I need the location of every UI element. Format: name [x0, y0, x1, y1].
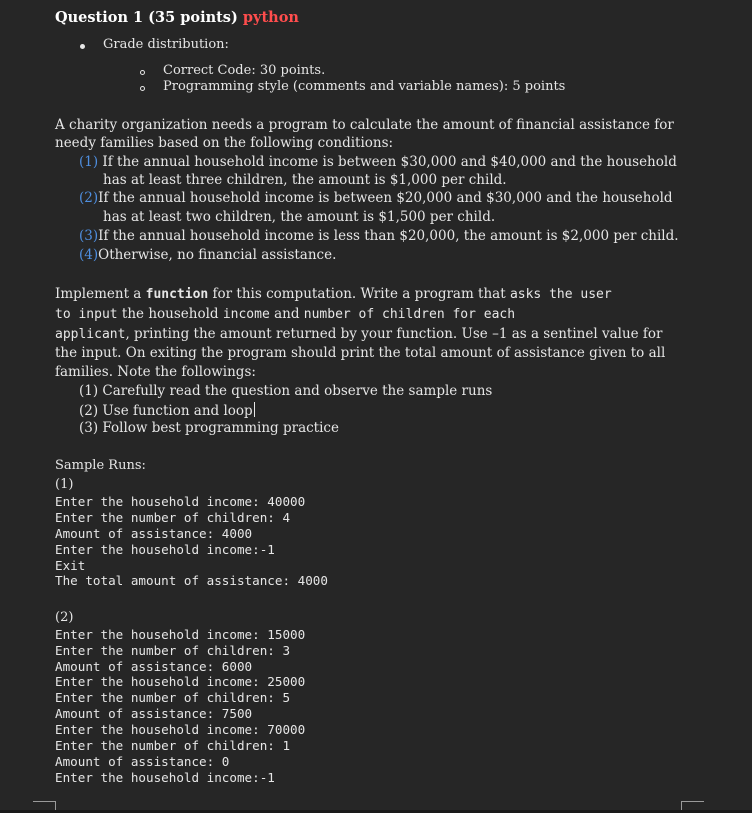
- question-title-label: Question 1 (35 points): [55, 9, 238, 26]
- condition-text: has at least two children, the amount is $1,500 per child.: [103, 209, 496, 225]
- code-line: Enter the household income: 70000: [55, 722, 306, 737]
- implement-text: , printing the amount returned by your function. Use –1 as a sentinel value for: [125, 326, 663, 342]
- keyword-function: function: [145, 287, 209, 302]
- implement-line: [55, 305, 515, 325]
- condition-text: If the annual household income is between $30,000 and $40,000 and the household: [102, 154, 677, 170]
- grade-item: Programming style (comments and variable names): 5 points: [163, 79, 566, 94]
- code-line: Enter the number of children: 5: [55, 690, 291, 705]
- condition-text: has at least three children, the amount is $1,000 per child.: [103, 172, 507, 188]
- implement-text: Implement a: [55, 286, 146, 302]
- note-item: (1) Carefully read the question and observe the sample runs: [79, 383, 493, 399]
- implement-line: [55, 285, 612, 305]
- grade-item: Correct Code: 30 points.: [163, 63, 326, 78]
- code-line: Enter the number of children: 3: [55, 643, 291, 658]
- implement-text: the household: [117, 306, 223, 322]
- note-item: [79, 402, 255, 419]
- condition-number: (4): [79, 247, 99, 263]
- code-line: Amount of assistance: 4000: [55, 526, 253, 541]
- code-line: Exit: [55, 558, 86, 573]
- note-text: (2) Use function and loop: [79, 403, 253, 419]
- grade-heading: Grade distribution:: [103, 37, 229, 52]
- condition-number: (1): [79, 154, 99, 170]
- code-line: Enter the household income: 25000: [55, 674, 306, 689]
- condition-item: [79, 190, 673, 206]
- text-cursor: [254, 402, 255, 417]
- code-line: Enter the household income: 15000: [55, 627, 306, 642]
- implement-code-text: number of children for each: [303, 307, 516, 322]
- code-line: Amount of assistance: 0: [55, 754, 230, 769]
- implement-code-text: asks the user: [509, 287, 612, 302]
- condition-number: (2): [79, 190, 99, 206]
- note-item: (3) Follow best programming practice: [79, 420, 339, 436]
- implement-line: families. Note the followings:: [55, 364, 256, 380]
- implement-line: [55, 325, 663, 345]
- page-corner-mark: [681, 801, 704, 810]
- condition-item: [79, 228, 679, 244]
- question-language: python: [242, 9, 299, 26]
- code-line: Amount of assistance: 7500: [55, 706, 253, 721]
- condition-item: [79, 247, 336, 263]
- intro-line: A charity organization needs a program to calculate the amount of financial assistance for: [55, 117, 674, 133]
- condition-item: [79, 153, 677, 171]
- run-label: (2): [55, 610, 74, 625]
- implement-text: for this computation. Write a program that: [208, 286, 510, 302]
- code-line: Enter the household income:-1: [55, 542, 275, 557]
- bullet-dot-icon: [80, 44, 85, 49]
- code-line: Enter the household income: 40000: [55, 494, 306, 509]
- code-line: Enter the number of children: 1: [55, 738, 291, 753]
- run-label: (1): [55, 477, 74, 492]
- condition-text: Otherwise, no financial assistance.: [98, 247, 337, 263]
- implement-line: the input. On exiting the program should print the total amount of assistance given to all: [55, 345, 666, 361]
- question-title: [55, 9, 299, 26]
- implement-text: and: [269, 306, 304, 322]
- code-line: Enter the household income:-1: [55, 770, 275, 785]
- sample-heading: Sample Runs:: [55, 458, 146, 473]
- implement-code-text: income: [222, 307, 270, 322]
- code-line: The total amount of assistance: 4000: [55, 573, 328, 588]
- condition-text: If the annual household income is less than $20,000, the amount is $2,000 per child.: [98, 228, 679, 244]
- implement-code-text: applicant: [55, 327, 126, 342]
- condition-text: If the annual household income is between $20,000 and $30,000 and the household: [98, 190, 673, 206]
- bullet-circle-icon: [140, 86, 145, 91]
- page-corner-mark: [33, 801, 56, 810]
- bullet-circle-icon: [140, 70, 145, 75]
- code-line: Amount of assistance: 6000: [55, 659, 253, 674]
- condition-number: (3): [79, 228, 99, 244]
- intro-line: needy families based on the following conditions:: [55, 135, 394, 151]
- code-line: Enter the number of children: 4: [55, 510, 291, 525]
- implement-code-text: to input: [55, 307, 118, 322]
